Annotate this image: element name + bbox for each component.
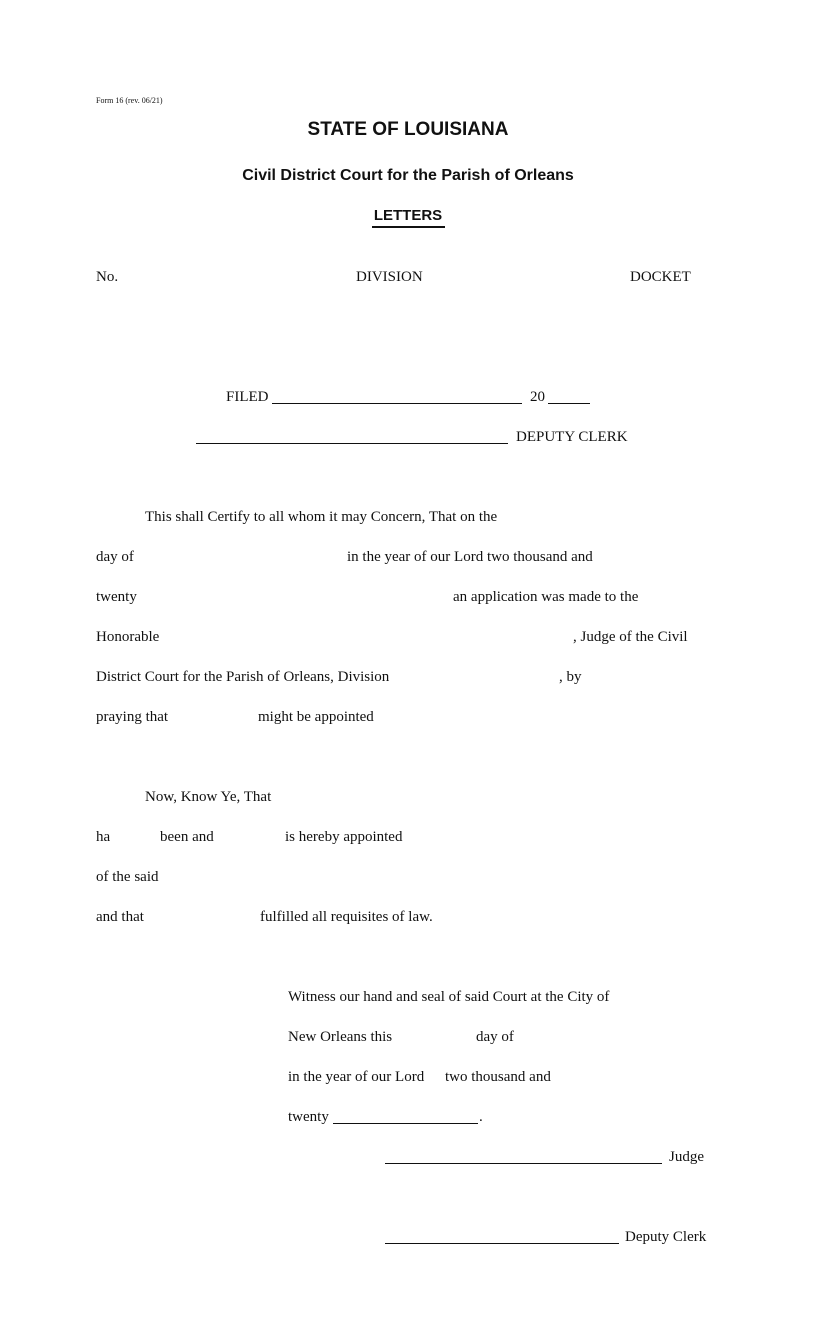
certify-line-3-end: an application was made to the: [453, 589, 639, 605]
judge-label: Judge: [669, 1149, 704, 1165]
witness-line-3-b: two thousand and: [445, 1069, 551, 1085]
division-label: DIVISION: [356, 269, 423, 285]
witness-line-2-start: New Orleans this: [288, 1029, 393, 1045]
filed-year-blank: [548, 403, 590, 404]
judge-signature-line: [385, 1163, 662, 1164]
witness-line-4-end: .: [479, 1109, 483, 1125]
filed-year-prefix: 20: [530, 389, 545, 405]
filing-deputy-clerk-label: DEPUTY CLERK: [516, 429, 628, 445]
case-number-label: No.: [96, 269, 119, 285]
certify-line-4-end: , Judge of the Civil: [573, 629, 688, 645]
deputy-clerk-final-label: Deputy Clerk: [625, 1229, 707, 1245]
deputy-clerk-signature-line: [196, 443, 508, 444]
filed-label: FILED: [226, 389, 269, 405]
certify-line-1: This shall Certify to all whom it may Concern, That on the: [145, 509, 498, 525]
certify-line-4-start: Honorable: [96, 629, 160, 645]
witness-year-blank: [333, 1123, 478, 1124]
court-name: Civil District Court for the Parish of Orleans: [242, 167, 574, 184]
appointment-line-3: of the said: [96, 869, 159, 885]
certify-line-6-start: praying that: [96, 709, 169, 725]
appointment-line-2-b: been and: [160, 829, 214, 845]
appointment-line-4-start: and that: [96, 909, 144, 925]
appointment-line-1: Now, Know Ye, That: [145, 789, 272, 805]
title-underline: [372, 226, 445, 228]
witness-line-3-a: in the year of our Lord: [288, 1069, 425, 1085]
certify-line-3-start: twenty: [96, 589, 137, 605]
appointment-line-2-c: is hereby appointed: [285, 829, 403, 845]
deputy-clerk-final-signature-line: [385, 1243, 619, 1244]
document-title: LETTERS: [373, 207, 443, 224]
certify-line-6-end: might be appointed: [258, 709, 374, 725]
witness-line-2-end: day of: [476, 1029, 514, 1045]
certify-line-2-end: in the year of our Lord two thousand and: [347, 549, 593, 565]
certify-line-5-start: District Court for the Parish of Orleans, Division: [96, 669, 390, 685]
certify-line-5-end: , by: [559, 669, 582, 685]
witness-line-4-start: twenty: [288, 1109, 329, 1125]
certify-line-2-start: day of: [96, 549, 134, 565]
filed-date-blank: [272, 403, 522, 404]
appointment-line-2-a: ha: [96, 829, 111, 845]
form-number: Form 16 (rev. 06/21): [96, 96, 163, 105]
witness-line-1: Witness our hand and seal of said Court at the City of: [288, 989, 610, 1005]
appointment-line-4-end: fulfilled all requisites of law.: [260, 909, 433, 925]
state-title: STATE OF LOUISIANA: [307, 119, 509, 140]
docket-label: DOCKET: [630, 269, 691, 285]
